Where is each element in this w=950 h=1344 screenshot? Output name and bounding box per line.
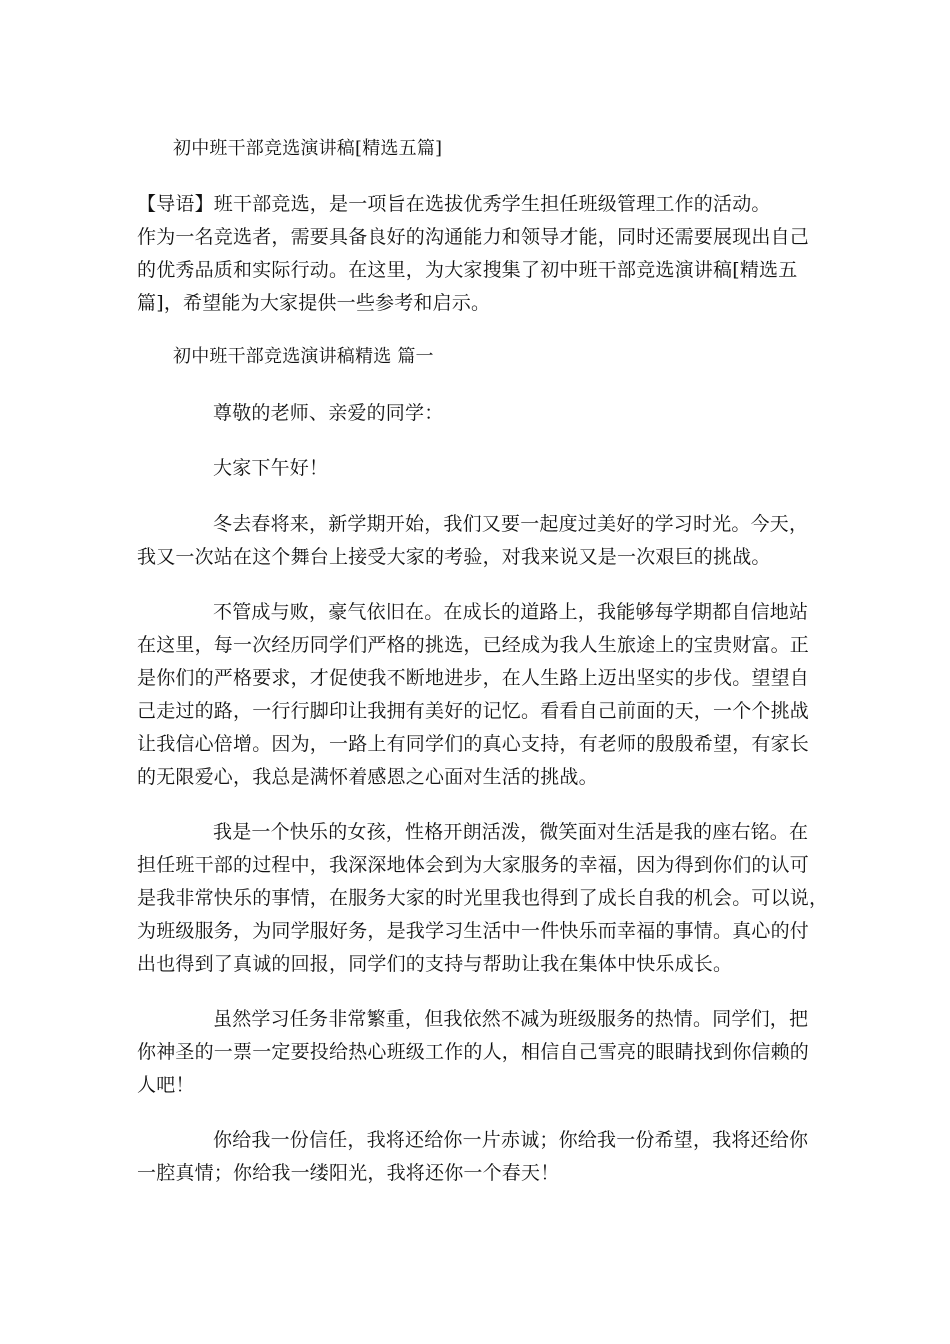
paragraph-line: 的无限爱心，我总是满怀着感恩之心面对生活的挑战。 bbox=[137, 766, 598, 788]
paragraph-line: 为班级服务，为同学服好务，是我学习生活中一件快乐而幸福的事情。真心的付 bbox=[137, 920, 810, 942]
section-heading: 初中班干部竞选演讲稿精选 篇一 bbox=[173, 346, 434, 367]
paragraph-line: 人吧！ bbox=[137, 1074, 195, 1096]
paragraph-line: 你神圣的一票一定要投给热心班级工作的人，相信自己雪亮的眼睛找到你信赖的 bbox=[137, 1041, 810, 1063]
paragraph-line: 你给我一份信任，我将还给你一片赤诚；你给我一份希望，我将还给你 bbox=[213, 1129, 809, 1151]
salutation: 尊敬的老师、亲爱的同学： bbox=[213, 402, 444, 424]
paragraph-line: 不管成与败，豪气依旧在。在成长的道路上，我能够每学期都自信地站 bbox=[213, 601, 809, 623]
paragraph-line: 己走过的路，一行行脚印让我拥有美好的记忆。看看自己前面的天，一个个挑战 bbox=[137, 700, 810, 722]
paragraph-line: 冬去春将来，新学期开始，我们又要一起度过美好的学习时光。今天， bbox=[213, 513, 809, 535]
paragraph-line: 是我非常快乐的事情，在服务大家的时光里我也得到了成长自我的机会。可以说， bbox=[137, 887, 829, 909]
intro-line: 作为一名竞选者，需要具备良好的沟通能力和领导才能，同时还需要展现出自己 bbox=[137, 226, 810, 248]
paragraph-line: 我是一个快乐的女孩，性格开朗活泼，微笑面对生活是我的座右铭。在 bbox=[213, 821, 809, 843]
paragraph-line: 一腔真情；你给我一缕阳光，我将还你一个春天！ bbox=[137, 1162, 560, 1184]
intro-line: 【导语】班干部竞选，是一项旨在选拔优秀学生担任班级管理工作的活动。 bbox=[137, 193, 771, 215]
paragraph-line: 我又一次站在这个舞台上接受大家的考验，对我来说又是一次艰巨的挑战。 bbox=[137, 546, 771, 568]
intro-line: 篇]，希望能为大家提供一些参考和启示。 bbox=[137, 292, 491, 314]
greeting: 大家下午好！ bbox=[213, 457, 329, 479]
paragraph-line: 担任班干部的过程中，我深深地体会到为大家服务的幸福，因为得到你们的认可 bbox=[137, 854, 810, 876]
intro-line: 的优秀品质和实际行动。在这里，为大家搜集了初中班干部竞选演讲稿[精选五 bbox=[137, 259, 798, 281]
paragraph-line: 出也得到了真诚的回报，同学们的支持与帮助让我在集体中快乐成长。 bbox=[137, 953, 733, 975]
paragraph-line: 虽然学习任务非常繁重，但我依然不减为班级服务的热情。同学们，把 bbox=[213, 1008, 809, 1030]
paragraph-line: 让我信心倍增。因为，一路上有同学们的真心支持，有老师的殷殷希望，有家长 bbox=[137, 733, 810, 755]
document-title: 初中班干部竞选演讲稿[精选五篇] bbox=[173, 138, 443, 159]
paragraph-line: 是你们的严格要求，才促使我不断地进步，在人生路上迈出坚实的步伐。望望自 bbox=[137, 667, 810, 689]
paragraph-line: 在这里，每一次经历同学们严格的挑选，已经成为我人生旅途上的宝贵财富。正 bbox=[137, 634, 810, 656]
